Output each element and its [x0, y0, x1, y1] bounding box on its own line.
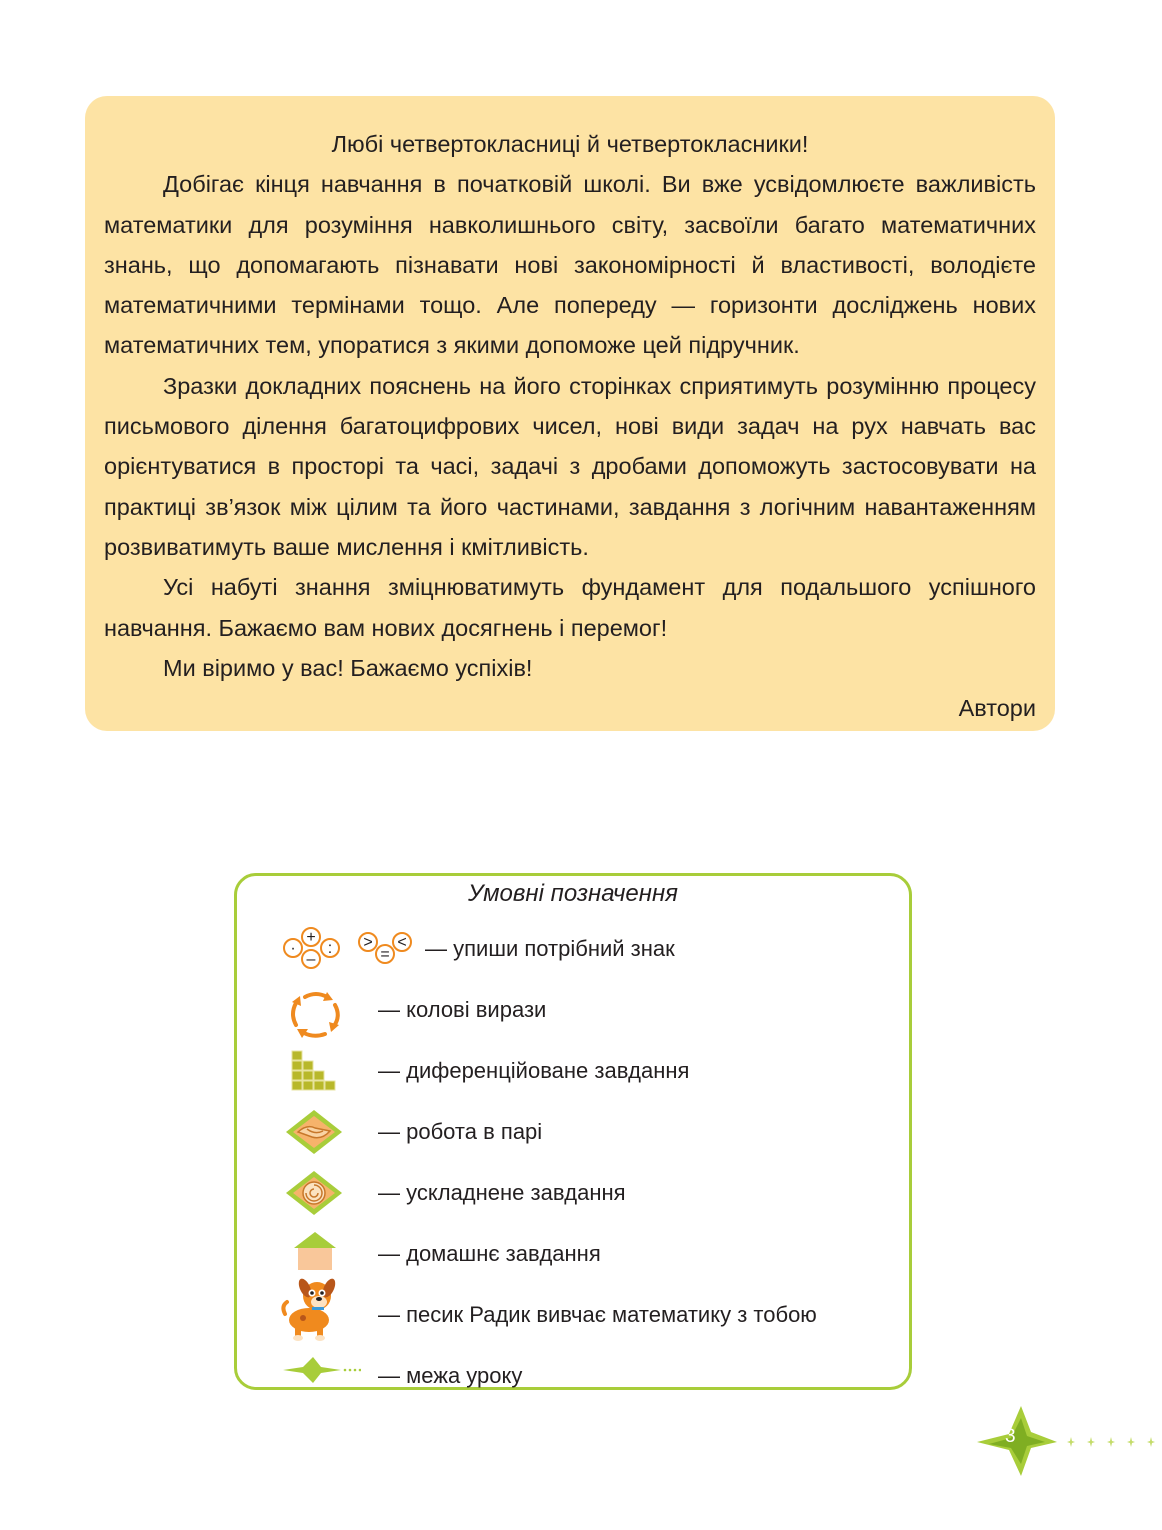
signature: Автори	[958, 695, 1036, 722]
legend-label: — ускладнене завдання	[378, 1180, 626, 1205]
svg-text:–: –	[306, 951, 316, 968]
legend-item	[237, 1109, 909, 1159]
legend-item	[237, 1231, 909, 1281]
intro-paragraph: Зразки докладних пояснень на його сторінках сприятимуть розумінню процесу письмового ділення багатоцифрових чисел, нові види задач на рух навчать вас орієнтуватися в просторі та часі, задачі з дробами допоможуть застосовувати на практиці зв’язок між цілим та його частинами, завдання з логічним навантаженням розвиватимуть ваше мислення і кмітливість.	[104, 372, 1036, 560]
intro-paragraph: Усі набуті знання зміцнюватимуть фундамент для подальшого успішного навчання. Бажаємо вам нових досягнень і перемог!	[104, 574, 1036, 641]
legend-label: — домашнє завдання	[378, 1241, 601, 1266]
maze-icon	[285, 1170, 343, 1216]
house-icon	[292, 1231, 338, 1271]
legend-label: — диференційоване завдання	[378, 1058, 690, 1083]
page-number-marker	[975, 1402, 1162, 1478]
legend-item	[237, 1292, 909, 1342]
legend-label: — робота в парі	[378, 1119, 543, 1144]
svg-text::: :	[327, 940, 333, 957]
signs-icon	[281, 926, 413, 972]
legend-label: — упиши потрібний знак	[425, 936, 675, 961]
legend-item	[237, 1353, 909, 1403]
svg-text:>: >	[363, 934, 373, 951]
dog-icon	[279, 1276, 341, 1342]
intro-letter	[85, 96, 1055, 731]
greeting: Любі четвертокласниці й четвертокласники!	[331, 131, 809, 157]
svg-text:=: =	[380, 946, 390, 963]
svg-text:·: ·	[290, 940, 296, 957]
stairs-blocks-icon	[291, 1050, 341, 1094]
legend-box	[234, 873, 912, 1390]
star-border-icon	[975, 1402, 1162, 1478]
legend-label: — межа уроку	[378, 1363, 523, 1388]
page-number: 3	[1005, 1426, 1016, 1447]
legend-item	[237, 926, 909, 976]
lesson-border-icon	[281, 1355, 361, 1385]
handshake-icon	[285, 1109, 343, 1155]
svg-text:<: <	[397, 934, 407, 951]
legend-label: — колові вирази	[378, 997, 547, 1022]
legend-label: — песик Радик вивчає математику з тобою	[378, 1302, 817, 1327]
legend-item	[237, 1170, 909, 1220]
intro-paragraph: Добігає кінця навчання в початковій школі. Ви вже усвідомлюєте важливість математики для розуміння навколишнього світу, засвоїли багато математичних знань, що допомагають пізнавати нові закономірності й властивості, володієте математичними термінами тощо. Але попереду — горизонти досліджень нових математичних тем, упоратися з якими допоможе цей підручник.	[104, 171, 1036, 359]
intro-paragraph: Ми віримо у вас! Бажаємо успіхів!	[163, 654, 533, 681]
circle-expressions-icon	[287, 989, 345, 1039]
legend-item	[237, 987, 909, 1037]
legend-title: Умовні позначення	[468, 880, 678, 907]
svg-text:+: +	[306, 929, 316, 946]
legend-item	[237, 1048, 909, 1098]
